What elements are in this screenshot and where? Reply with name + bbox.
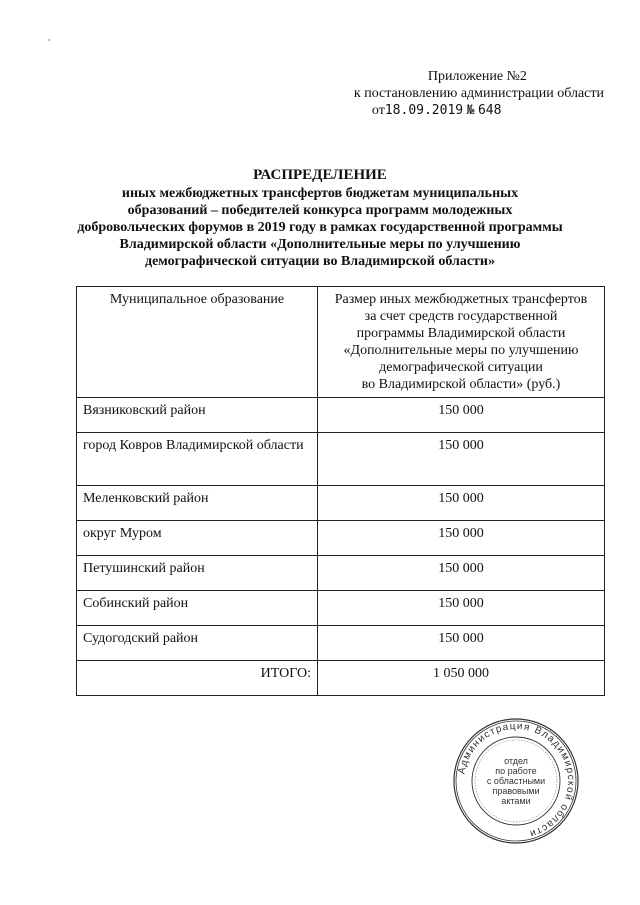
amount-cell: 150 000 [318,591,605,626]
appendix-block [354,68,604,119]
amount-cell: 150 000 [318,486,605,521]
total-label: ИТОГО: [77,661,318,696]
municipality-cell: Собинский район [77,591,318,626]
scan-speck [48,39,50,41]
table-row [77,591,605,626]
table-row [77,556,605,591]
table-row [77,433,605,486]
document-title [0,167,640,270]
municipality-cell: округ Муром [77,521,318,556]
stamp-ring-text: Администрация Владимирской области [456,720,577,840]
table-row [77,521,605,556]
amount-cell: 150 000 [318,556,605,591]
appendix-date-line [354,102,604,119]
header-amount-line: демографической ситуации [379,360,543,375]
stamp-line: отдел [504,756,528,766]
appendix-num-sign: № [466,103,475,118]
appendix-subtitle: к постановлению администрации области [353,86,604,101]
municipality-cell: город Ковров Владимирской области [77,433,318,486]
header-amount-line: во Владимирской области» (руб.) [361,377,561,392]
table-row [77,626,605,661]
title-line: иных межбюджетных трансфертов бюджетам муниципальных [121,186,519,201]
stamp-line: правовыми [492,786,540,796]
header-municipality: Муниципальное образование [77,287,318,398]
distribution-table [76,286,605,696]
amount-cell: 150 000 [318,398,605,433]
total-row [77,661,605,696]
stamp-line: с областными [486,776,546,786]
title-line: демографической ситуации во Владимирской области» [145,254,495,269]
appendix-title: Приложение №2 [427,69,527,84]
appendix-prefix: от [371,103,385,118]
municipality-cell: Меленковский район [77,486,318,521]
stamp-line: по работе [495,766,537,776]
municipality-cell: Петушинский район [77,556,318,591]
amount-cell: 150 000 [318,433,605,486]
stamp-line: актами [501,796,531,806]
municipality-cell: Судогодский район [77,626,318,661]
table-row [77,486,605,521]
stamp-inner-text [452,717,580,845]
title-line: образований – победителей конкурса программ молодежных [127,203,513,218]
table-row [77,398,605,433]
total-amount: 1 050 000 [318,661,605,696]
header-amount-line: программы Владимирской области [356,326,566,341]
title-line: добровольческих форумов в 2019 году в рамках государственной программы [77,220,563,235]
table-header-row [77,287,605,398]
amount-cell: 150 000 [318,521,605,556]
header-amount-line: за счет средств государственной [364,309,558,324]
title-heading: РАСПРЕДЕЛЕНИЕ [253,167,387,183]
amount-cell: 150 000 [318,626,605,661]
header-amount-line: «Дополнительные меры по улучшению [343,343,579,358]
appendix-number: 648 [477,103,502,118]
municipality-cell: Вязниковский район [77,398,318,433]
header-amount [318,287,605,398]
header-amount-line: Размер иных межбюджетных трансфертов [334,292,588,307]
official-stamp [452,717,580,845]
title-line: Владимирской области «Дополнительные меры по улучшению [119,237,521,252]
appendix-date: 18.09.2019 [384,103,464,118]
